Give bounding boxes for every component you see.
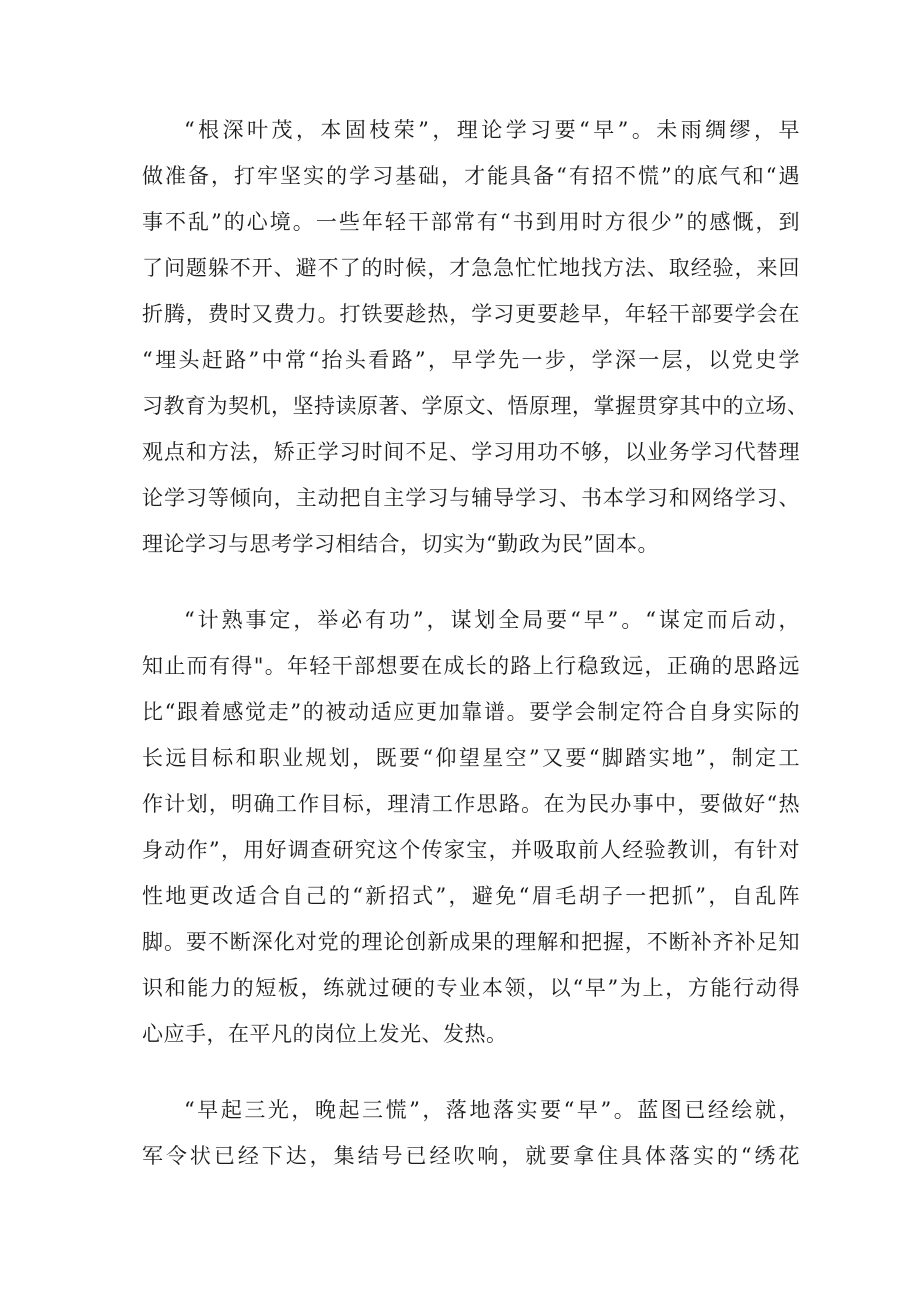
paragraph-1-line-4: 了问题躲不开、避不了的时候，才急急忙忙地找方法、取经验，来回 [142,256,800,280]
paragraph-2-line-6: 身动作”，用好调查研究这个传家宝，并吸取前人经验教训，有针对 [142,838,800,862]
paragraph-2-line-4: 长远目标和职业规划，既要“仰望星空”又要“脚踏实地”，制定工 [142,746,800,770]
paragraph-3-line-2: 军令状已经下达，集结号已经吹响，就要拿住具体落实的“绣花 [142,1144,800,1168]
paragraph-1-line-3: 事不乱”的心境。一些年轻干部常有“书到用时方很少”的感慨，到 [142,210,800,234]
paragraph-2-line-8: 脚。要不断深化对党的理论创新成果的理解和把握，不断补齐补足知 [142,930,800,954]
paragraph-1-line-8: 观点和方法，矫正学习时间不足、学习用功不够，以业务学习代替理 [142,440,800,464]
document-body [142,0,809,1301]
paragraph-1-line-7: 习教育为契机，坚持读原著、学原文、悟原理，掌握贯穿其中的立场、 [142,394,809,418]
paragraph-2-line-3: 比“跟着感觉走”的被动适应更加靠谱。要学会制定符合自身实际的 [142,700,800,724]
paragraph-1-line-5: 折腾，费时又费力。打铁要趁热，学习更要趁早，年轻干部要学会在 [142,302,800,326]
paragraph-2-line-9: 识和能力的短板，练就过硬的专业本领，以“早”为上，方能行动得 [142,976,800,1000]
paragraph-2-line-1: “计熟事定，举必有功”，谋划全局要“早”。“谋定而后动， [184,608,800,632]
paragraph-2-line-2: 知止而有得"。年轻干部想要在成长的路上行稳致远，正确的思路远 [142,654,800,678]
paragraph-1-line-10: 理论学习与思考学习相结合，切实为“勤政为民”固本。 [142,532,659,556]
paragraph-1-line-6: “埋头赶路”中常“抬头看路”，早学先一步，学深一层，以党史学 [142,348,800,372]
paragraph-1-line-2: 做准备，打牢坚实的学习基础，才能具备“有招不慌”的底气和“遇 [142,164,800,188]
paragraph-3-line-1: “早起三光，晚起三慌”，落地落实要“早”。蓝图已经绘就， [184,1098,800,1122]
paragraph-1-line-9: 论学习等倾向，主动把自主学习与辅导学习、书本学习和网络学习、 [142,486,800,510]
paragraph-1-line-1: “根深叶茂，本固枝荣”，理论学习要“早”。未雨绸缪，早 [184,118,800,142]
paragraph-2-line-5: 作计划，明确工作目标，理清工作思路。在为民办事中，要做好“热 [142,792,800,816]
paragraph-2-line-7: 性地更改适合自己的“新招式”，避免“眉毛胡子一把抓”，自乱阵 [142,884,800,908]
paragraph-2-line-10: 心应手，在平凡的岗位上发光、发热。 [142,1022,508,1046]
